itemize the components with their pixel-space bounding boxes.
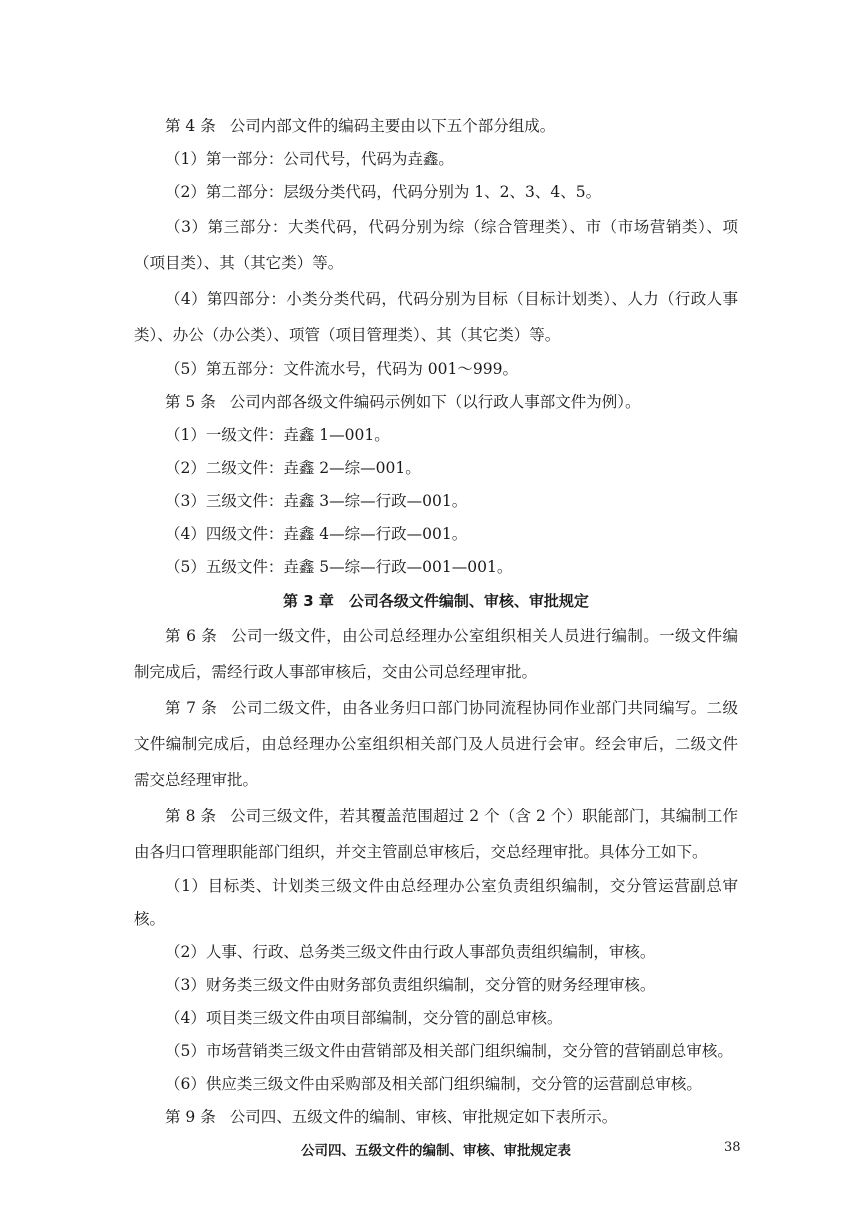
article-number: 第 8 条 <box>165 807 217 825</box>
list-item: （1）目标类、计划类三级文件由总经理办公室负责组织编制，交分管运营副总审核。 <box>134 877 738 928</box>
article-number: 第 4 条 <box>165 117 216 135</box>
article-number: 第 6 条 <box>165 627 218 645</box>
article-paragraph <box>134 386 738 419</box>
article-text: 公司内部各级文件编码示例如下（以行政人事部文件为例）。 <box>229 393 641 411</box>
list-item: （6）供应类三级文件由采购部及相关部门组织编制，交分管的运营副总审核。 <box>165 1075 702 1093</box>
list-item: （5）五级文件：垚鑫 5—综—行政—001—001。 <box>165 558 513 576</box>
list-item: （1）一级文件：垚鑫 1—001。 <box>165 426 390 444</box>
list-item: （3）财务类三级文件由财务部负责组织编制，交分管的财务经理审核。 <box>165 976 656 994</box>
article-number: 第 9 条 <box>165 1108 216 1126</box>
page-number: 38 <box>724 1140 741 1155</box>
article-paragraph <box>134 798 738 870</box>
article-paragraph <box>134 110 738 143</box>
list-item: （4）项目类三级文件由项目部编制，交分管的副总审核。 <box>165 1009 563 1027</box>
table-title: 公司四、五级文件的编制、审核、审批规定表 <box>301 1143 571 1159</box>
list-item: （1）第一部分：公司代号，代码为垚鑫。 <box>165 150 454 168</box>
list-item: （4）第四部分：小类分类代码，代码分别为目标（目标计划类）、人力（行政人事类）、办公（办公类）、项管（项目管理类）、其（其它类）等。 <box>134 290 738 344</box>
article-paragraph <box>134 618 738 690</box>
article-text: 公司三级文件，若其覆盖范围超过 2 个（含 2 个）职能部门，其编制工作由各归口管理职能部门组织，并交主管副总审核后，交总经理审批。具体分工如下。 <box>134 807 739 861</box>
list-item: （5）第五部分：文件流水号，代码为 001～999。 <box>165 360 518 378</box>
article-text: 公司一级文件，由公司总经理办公室组织相关人员进行编制。一级文件编制完成后，需经行政人事部审核后，交由公司总经理审批。 <box>134 627 738 681</box>
list-item: （3）第三部分：大类代码，代码分别为综（综合管理类）、市（市场营销类）、项（项目类）、其（其它类）等。 <box>134 218 738 272</box>
list-item: （2）第二部分：层级分类代码，代码分别为 1、2、3、4、5。 <box>165 183 602 201</box>
article-text: 公司四、五级文件的编制、审核、审批规定如下表所示。 <box>229 1108 618 1126</box>
article-paragraph <box>134 690 738 798</box>
list-item: （5）市场营销类三级文件由营销部及相关部门组织编制，交分管的营销副总审核。 <box>165 1042 733 1060</box>
article-paragraph <box>134 1101 738 1134</box>
list-item: （2）人事、行政、总务类三级文件由行政人事部负责组织编制，审核。 <box>165 943 656 961</box>
document-body <box>134 110 738 1168</box>
list-item: （2）二级文件：垚鑫 2—综—001。 <box>165 459 421 477</box>
article-text: 公司内部文件的编码主要由以下五个部分组成。 <box>229 117 556 135</box>
article-text: 公司二级文件，由各业务归口部门协同流程协同作业部门共同编写。二级文件编制完成后，由总经理办公室组织相关部门及人员进行会审。经会审后，二级文件需交总经理审批。 <box>134 699 738 789</box>
list-item: （3）三级文件：垚鑫 3—综—行政—001。 <box>165 492 468 510</box>
article-number: 第 7 条 <box>165 699 218 717</box>
chapter-heading: 第 3 章 公司各级文件编制、审核、审批规定 <box>283 592 589 610</box>
article-number: 第 5 条 <box>165 393 216 411</box>
list-item: （4）四级文件：垚鑫 4—综—行政—001。 <box>165 525 468 543</box>
